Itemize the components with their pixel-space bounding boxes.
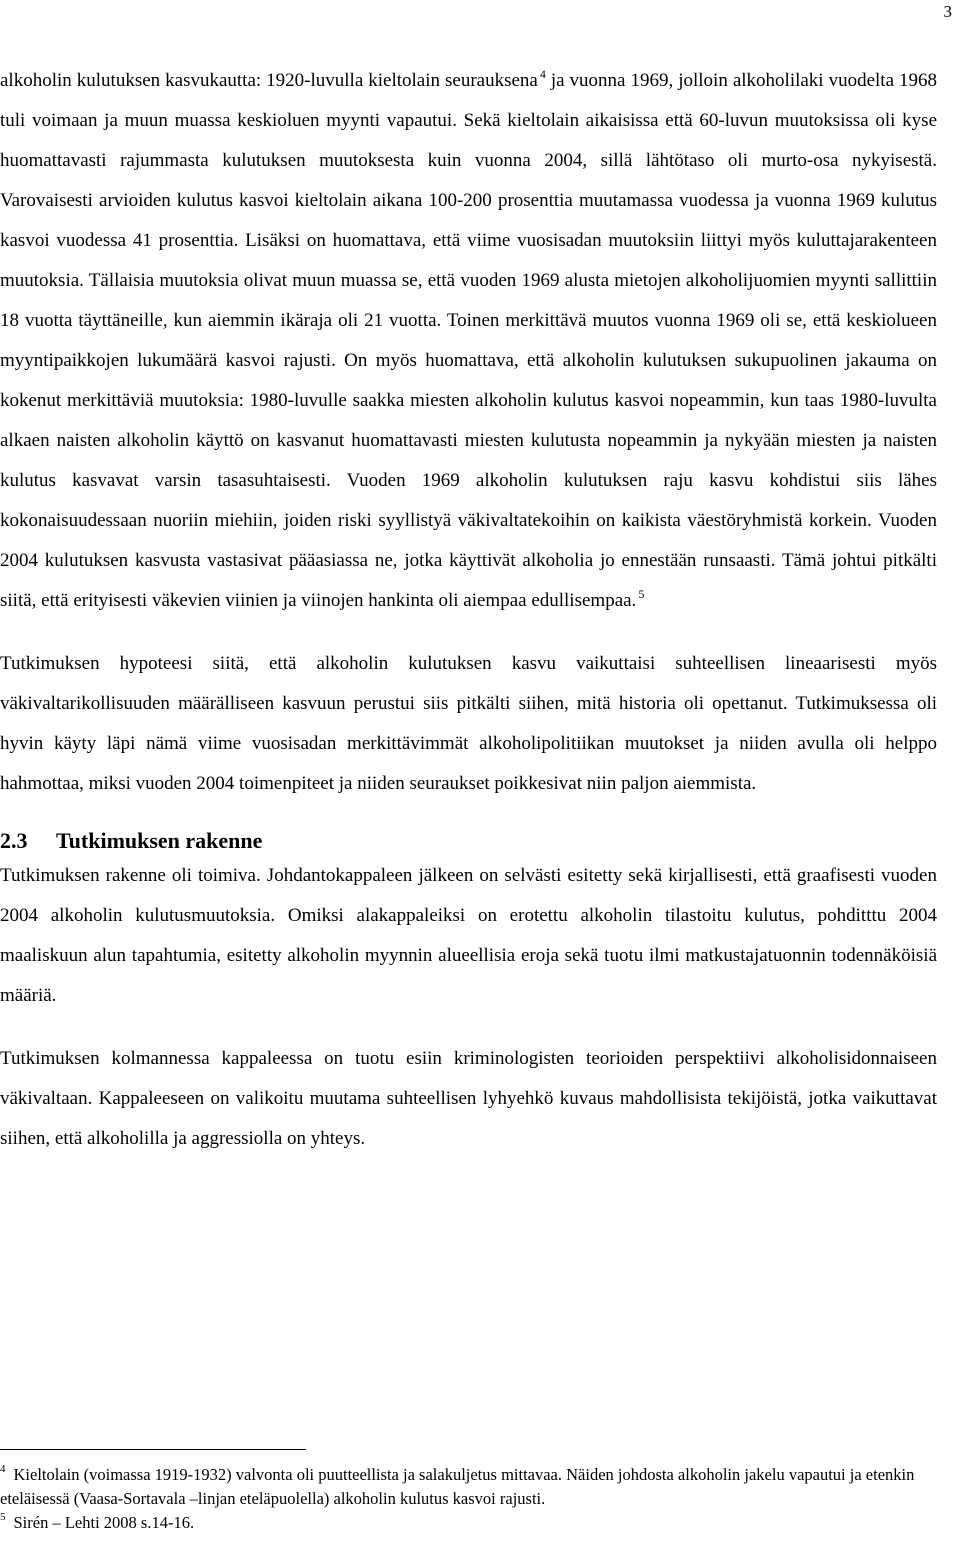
section-number: 2.3 <box>0 828 28 853</box>
paragraph <box>0 1039 937 1159</box>
footnote-number: 4 <box>0 1463 6 1476</box>
footnote-text: Kieltolain (voimassa 1919-1932) valvonta oli puutteellista ja salakuljetus mittavaa. Näiden johdosta alkoholin jakelu vapautui ja etenkin eteläisessä (Vaasa-Sortavala –linjan eteläpuolella) alkoholin kulutus kasvoi rajusti. <box>0 1465 915 1508</box>
paragraph-text: Tutkimuksen kolmannessa kappaleessa on tuotu esiin kriminologisten teorioiden perspektiivi alkoholisidonnaiseen väkivaltaan. Kappaleeseen on valikoitu muutama suhteellisen lyhyehkö kuvaus mahdollisista tekijöistä, jotka vaikuttavat siihen, että alkoholilla ja aggressiolla on yhteys. <box>0 1048 937 1149</box>
section-heading <box>0 826 937 856</box>
paragraph <box>0 61 937 621</box>
page-number: 3 <box>943 2 952 21</box>
footnote-text: Sirén – Lehti 2008 s.14-16. <box>13 1513 195 1532</box>
document-body <box>0 61 937 1159</box>
footnote-separator <box>0 1449 306 1450</box>
paragraph <box>0 644 937 804</box>
footnote-marker: 4 <box>539 66 546 81</box>
body-paragraphs <box>0 61 937 804</box>
paragraph-text: Tutkimuksen hypoteesi siitä, että alkoholin kulutuksen kasvu vaikuttaisi suhteellisen lineaarisesti myös väkivaltarikollisuuden määrälliseen kasvuun perustui siis pitkälti siihen, mitä historia oli opettanut. Tutkimuksessa oli hyvin käyty läpi nämä viime vuosisadan merkittävimmät alkoholipolitiikan muutokset ja niiden avulla oli helppo hahmottaa, miksi vuoden 2004 toimenpiteet ja niiden seuraukset poikkesivat niin paljon aiemmista. <box>0 653 937 794</box>
section-title: Tutkimuksen rakenne <box>56 828 263 853</box>
footnote <box>0 1463 937 1511</box>
paragraph-text: ja vuonna 1969, jolloin alkoholilaki vuodelta 1968 tuli voimaan ja muun muassa keskioluen myynti vapautui. Sekä kieltolain aikaisissa että 60-luvun muutoksissa oli kyse huomattavasti rajummasta kulutuksen muutoksesta kuin vuonna 2004, sillä lähtötaso oli murto-osa nykyisestä. Varovaisesti arvioiden kulutus kasvoi kieltolain aikana 100-200 prosenttia muutamassa vuodessa ja vuonna 1969 kulutus kasvoi vuodessa 41 prosenttia. Lisäksi on huomattava, että viime vuosisadan muutoksiin liittyi myös kuluttajarakenteen muutoksia. Tällaisia muutoksia olivat muun muassa se, että vuoden 1969 alusta mietojen alkoholijuomien myynti sallittiin 18 vuotta täyttäneille, kun aiemmin ikäraja oli 21 vuotta. Toinen merkittävä muutos vuonna 1969 oli se, että keskiolueen myyntipaikkojen lukumäärä kasvoi rajusti. On myös huomattava, että alkoholin kulutuksen sukupuolinen jakauma on kokenut merkittäviä muutoksia: 1980-luvulle saakka miesten alkoholin kulutus kasvoi nopeammin, kun taas 1980-luvulta alkaen naisten alkoholin käyttö on kasvanut huomattavasti miesten kulutusta nopeammin ja nykyään miesten ja naisten kulutus kasvavat varsin tasasuhtaisesti. Vuoden 1969 alkoholin kulutuksen raju kasvu kohdistui siis lähes kokonaisuudessaan nuoriin miehiin, joiden riski syyllistyä väkivaltatekoihin on kaikista väestöryhmistä korkein. Vuoden 2004 kulutuksen kasvusta vastasivat pääasiassa ne, jotka käyttivät alkoholia jo ennestään runsaasti. Tämä johtui pitkälti siitä, että erityisesti väkevien viinien ja viinojen hankinta oli aiempaa edullisempaa. <box>0 70 937 611</box>
section-paragraphs <box>0 856 937 1159</box>
footnote <box>0 1511 937 1535</box>
paragraph <box>0 856 937 1016</box>
paragraph-text: Tutkimuksen rakenne oli toimiva. Johdantokappaleen jälkeen on selvästi esitetty sekä kirjallisesti, että graafisesti vuoden 2004 alkoholin kulutusmuutoksia. Omiksi alakappaleiksi on erotettu alkoholin tilastoitu kulutus, pohditttu 2004 maaliskuun alun tapahtumia, esitetty alkoholin myynnin alueellisia eroja sekä tuotu ilmi matkustajatuonnin todennäköisiä määriä. <box>0 865 937 1006</box>
footnote-marker: 5 <box>638 586 645 601</box>
paragraph-text: alkoholin kulutuksen kasvukautta: 1920-luvulla kieltolain seurauksena <box>0 70 538 91</box>
footnote-number: 5 <box>0 1511 6 1524</box>
footnotes <box>0 1463 937 1535</box>
